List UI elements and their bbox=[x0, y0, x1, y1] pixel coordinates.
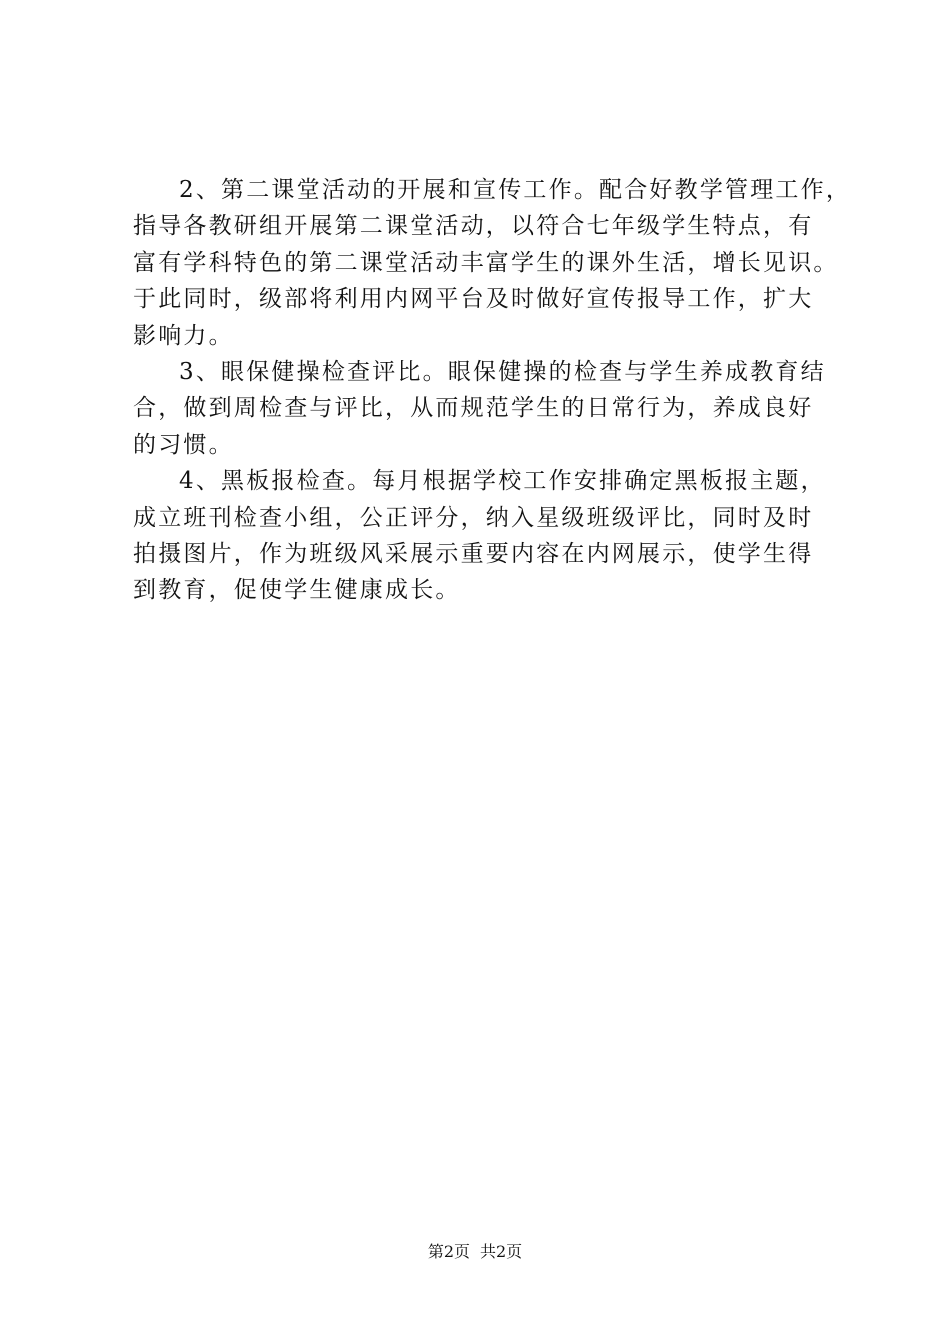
paragraph-line: 成立班刊检查小组，公正评分，纳入星级班级评比，同时及时 bbox=[133, 504, 814, 531]
paragraph-blackboard bbox=[133, 463, 833, 609]
paragraph-line: 2、第二课堂活动的开展和宣传工作。配合好教学管理工作， bbox=[179, 177, 852, 203]
paragraph-line: 影响力。 bbox=[133, 322, 234, 349]
document-body bbox=[133, 172, 852, 609]
paragraph-line: 4、黑板报检查。每月根据学校工作安排确定黑板报主题， bbox=[179, 468, 826, 495]
paragraph-line: 到教育，促使学生健康成长。 bbox=[133, 577, 461, 604]
paragraph-line: 的习惯。 bbox=[133, 431, 234, 458]
paragraph-line: 合，做到周检查与评比，从而规范学生的日常行为，养成良好 bbox=[133, 395, 814, 422]
paragraph-line: 富有学科特色的第二课堂活动丰富学生的课外生活，增长见识。 bbox=[133, 249, 839, 276]
paragraph-line: 指导各教研组开展第二课堂活动，以符合七年级学生特点，有 bbox=[133, 213, 814, 240]
paragraph-line: 拍摄图片，作为班级风采展示重要内容在内网展示，使学生得 bbox=[133, 540, 814, 567]
page-number: 第2页 bbox=[427, 1242, 470, 1261]
paragraph-line: 于此同时，级部将利用内网平台及时做好宣传报导工作，扩大 bbox=[133, 286, 814, 313]
page-footer bbox=[0, 1242, 950, 1262]
paragraph-second-classroom bbox=[133, 172, 852, 354]
page-total: 共2页 bbox=[480, 1242, 523, 1261]
paragraph-eye-exercise bbox=[133, 354, 833, 463]
paragraph-line: 3、眼保健操检查评比。眼保健操的检查与学生养成教育结 bbox=[179, 358, 826, 385]
